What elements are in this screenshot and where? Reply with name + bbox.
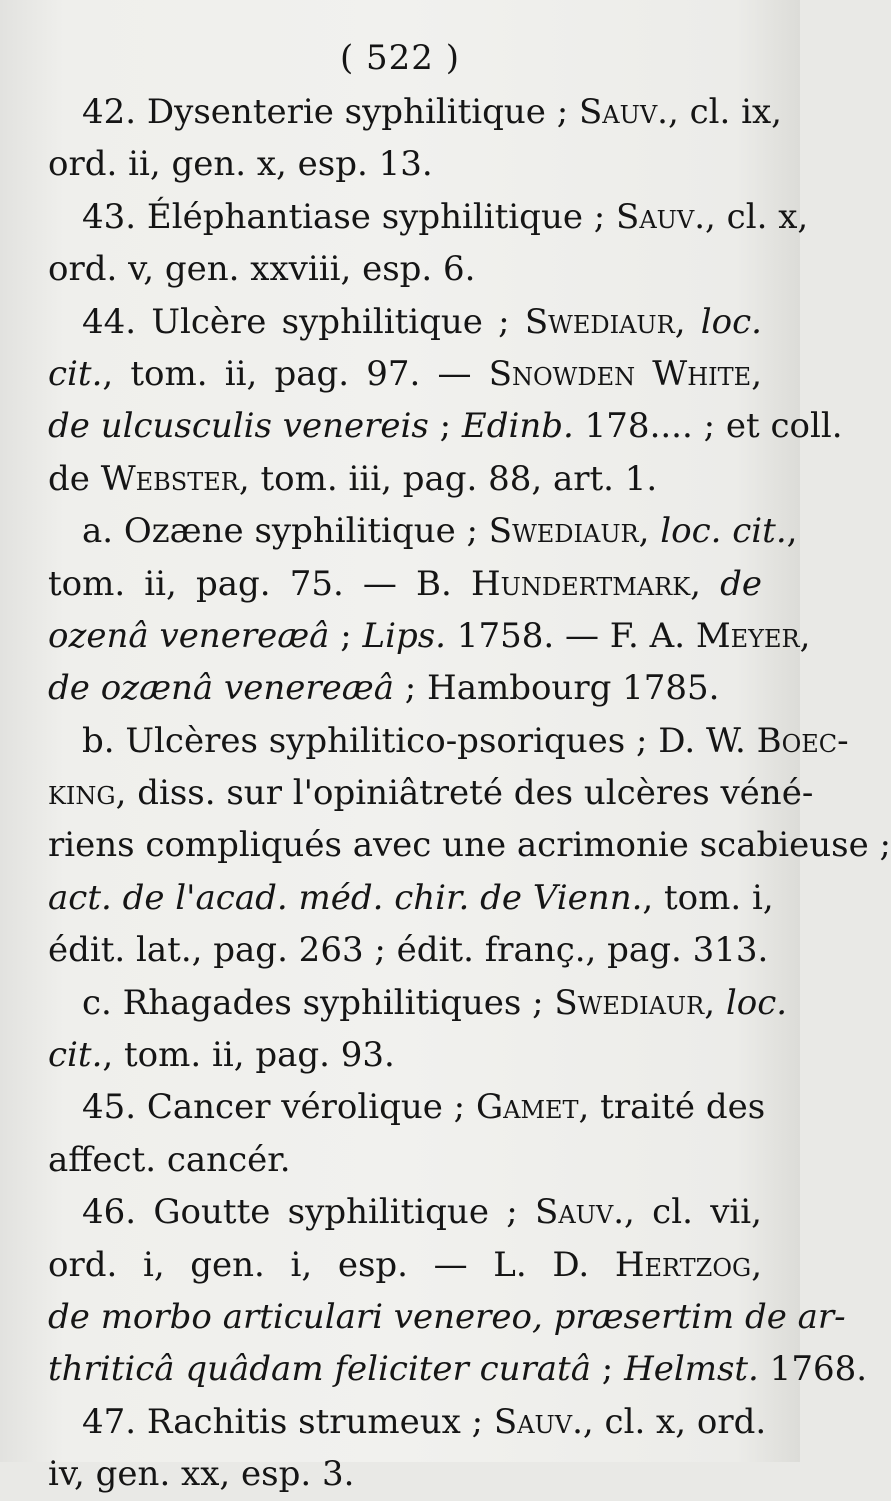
text-run: ,	[786, 511, 798, 552]
small-caps-text: Hertzog	[614, 1244, 752, 1285]
italic-text: Helmst.	[624, 1349, 759, 1390]
text-line	[48, 1186, 762, 1238]
italic-text: cit.	[48, 1035, 103, 1076]
text-run: ,	[704, 982, 726, 1023]
small-caps-text: Sauv.	[493, 1401, 583, 1442]
text-run: ,	[751, 1244, 762, 1285]
small-caps-text: Swediaur	[554, 982, 705, 1023]
italic-text: cit.	[48, 353, 103, 394]
text-run: de	[48, 458, 101, 499]
small-caps-text: Snowden White	[488, 353, 752, 394]
text-line	[48, 86, 782, 138]
text-run: 43. Éléphantiase syphilitique ;	[82, 196, 617, 237]
small-caps-text: Sauv.	[578, 92, 668, 132]
text-line	[48, 1134, 762, 1186]
text-line	[48, 872, 774, 924]
italic-text: de ozænâ venereæâ	[48, 668, 394, 709]
text-run: 178.... ; et coll.	[573, 406, 843, 447]
text-line	[48, 1343, 868, 1395]
italic-text: ozenâ venereæâ	[48, 615, 330, 656]
text-run: 44. Ulcère syphilitique ;	[82, 301, 525, 342]
text-run: 45. Cancer vérolique ;	[82, 1087, 476, 1128]
text-line	[48, 819, 891, 871]
italic-text: loc.	[725, 982, 788, 1023]
text-line	[48, 767, 814, 819]
text-line	[48, 138, 762, 190]
text-run: ,	[638, 511, 661, 552]
text-run: 46. Goutte syphilitique ;	[82, 1192, 536, 1233]
text-line	[48, 924, 769, 976]
italic-text: loc. cit.	[660, 511, 787, 552]
text-run: riens compliqués avec une acrimonie scabieuse ;	[48, 825, 891, 866]
text-line	[48, 1081, 766, 1133]
text-line	[48, 715, 849, 767]
text-line	[48, 977, 788, 1029]
text-run: ,	[799, 615, 811, 656]
small-caps-text: Gamet	[475, 1087, 579, 1128]
italic-text: de morbo articulari venereo, præsertim de ar-	[48, 1296, 846, 1337]
text-run: , cl. x,	[705, 196, 809, 237]
text-run: 1758. — F. A.	[446, 615, 696, 656]
text-run: ord. v, gen. xxviii, esp. 6.	[48, 249, 476, 290]
small-caps-text: Boec-	[756, 720, 849, 761]
text-run: ;	[590, 1349, 625, 1390]
italic-text: Lips.	[362, 615, 446, 656]
text-run: tom. ii, pag. 75. — B.	[48, 563, 471, 604]
text-run: ; Hambourg 1785.	[393, 668, 720, 709]
small-caps-text: Hundertmark	[470, 563, 691, 604]
page-number: ( 522 )	[339, 38, 461, 78]
italic-text: de	[720, 563, 762, 604]
small-caps-text: Webster	[100, 458, 239, 499]
text-run: ,	[751, 353, 762, 394]
small-caps-text: Sauv.	[535, 1192, 625, 1233]
text-line	[48, 1291, 846, 1343]
text-line	[48, 610, 811, 662]
text-run: 42. Dysenterie syphilitique ;	[82, 92, 579, 132]
text-line	[48, 505, 798, 557]
text-line	[48, 243, 762, 295]
text-run: b. Ulcères syphilitico-psoriques ; D. W.	[82, 720, 757, 761]
text-run: , tom. iii, pag. 88, art. 1.	[238, 458, 658, 499]
text-run: , traité des	[578, 1087, 766, 1128]
text-run: ;	[329, 615, 363, 656]
text-run: ,	[674, 301, 701, 342]
text-line	[48, 662, 762, 714]
text-run: , tom. i,	[642, 877, 774, 918]
text-line	[48, 1448, 762, 1500]
small-caps-text: king	[48, 773, 116, 814]
text-line	[48, 400, 843, 452]
text-run: affect. cancér.	[48, 1139, 291, 1180]
text-line	[48, 1396, 767, 1448]
italic-text: thriticâ quâdam feliciter curatâ	[48, 1349, 591, 1390]
small-caps-text: Meyer	[695, 615, 800, 656]
italic-text: act. de l'acad. méd. chir. de Vienn.	[48, 877, 643, 918]
text-run: , cl. ix,	[667, 92, 782, 132]
small-caps-text: Sauv.	[616, 196, 706, 237]
text-line	[48, 191, 809, 243]
text-run: ;	[428, 406, 462, 447]
italic-text: de ulcusculis venereis	[48, 406, 429, 447]
text-run: ord. i, gen. i, esp. — L. D.	[48, 1244, 615, 1285]
text-run: , tom. ii, pag. 97. —	[102, 353, 489, 394]
text-run: ord. ii, gen. x, esp. 13.	[48, 144, 433, 185]
text-run: 1768.	[758, 1349, 868, 1390]
text-line	[48, 348, 762, 400]
text-run: , cl. vii,	[624, 1192, 762, 1233]
text-run: , cl. x, ord.	[582, 1401, 767, 1442]
text-line	[48, 558, 762, 610]
text-run: c. Rhagades syphilitiques ;	[82, 982, 555, 1023]
text-run: édit. lat., pag. 263 ; édit. franç., pag. 313.	[48, 930, 769, 971]
text-line	[48, 1029, 762, 1081]
small-caps-text: Swediaur	[488, 511, 639, 552]
italic-text: loc.	[700, 301, 762, 342]
text-run: 47. Rachitis strumeux ;	[82, 1401, 494, 1442]
text-line	[48, 1239, 762, 1291]
text-line	[48, 296, 762, 348]
text-line	[48, 453, 762, 505]
text-run: , diss. sur l'opiniâtreté des ulcères véné-	[115, 773, 814, 814]
page-body-text	[48, 86, 891, 1501]
text-run: a. Ozæne syphilitique ;	[82, 511, 489, 552]
text-run: , tom. ii, pag. 93.	[102, 1035, 395, 1076]
italic-text: Edinb.	[461, 406, 574, 447]
text-run: iv, gen. xx, esp. 3.	[48, 1454, 355, 1495]
text-run: ,	[690, 563, 721, 604]
small-caps-text: Swediaur	[524, 301, 675, 342]
